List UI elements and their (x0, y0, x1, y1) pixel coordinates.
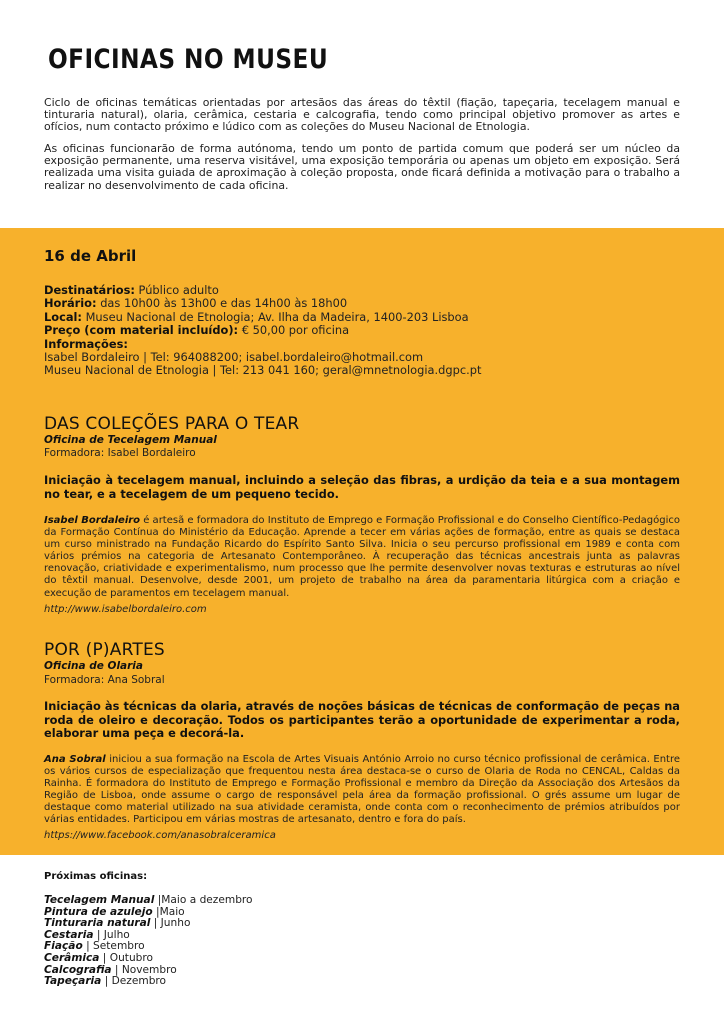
workshop-when: | Julho (93, 928, 130, 941)
next-workshops-title: Próximas oficinas: (44, 871, 148, 882)
place-line (44, 311, 684, 324)
workshop2-bio (44, 754, 680, 827)
workshop-when: |Maio a dezembro (154, 894, 253, 906)
contact-isabel: Isabel Bordaleiro | Tel: 964088200; isabel.bordaleiro@hotmail.com (44, 350, 424, 365)
workshop2-subtitle: Oficina de Olaria (44, 660, 143, 672)
workshop2-bio-text: iniciou a sua formação na Escola de Artes Visuais António Arroio no curso técnico profissional de cerâmica. Entre os vários cursos de especialização que frequentou nesta área destaca-se o curso de Olaria de Roda no CENCAL, Caldas da Rainha. É formadora do Instituto de Emprego e Formação Profissional e membro da Direção da Associação dos Artesãos da Região de Lisboa, onde assume o cargo de responsável pela área da formação profissional. O grés assume um lugar de destaque como material utilizado na sua atividade ceramista, onde conta com o reconhecimento de prémios atribuídos por várias entidades. Participou em várias mostras de artesanato, dentro e fora do país. (44, 754, 680, 826)
place-label: Local: (44, 309, 82, 324)
audience-label: Destinatários: (44, 283, 135, 297)
workshop-name: Calcografia (44, 963, 112, 976)
next-workshops-list (44, 895, 253, 988)
workshop1-trainer: Formadora: Isabel Bordaleiro (44, 447, 196, 459)
workshop1-bio (44, 515, 680, 600)
contact-museum: Museu Nacional de Etnologia | Tel: 213 041 160; geral@mnetnologia.dgpc.pt (44, 363, 482, 378)
workshop-name: Cestaria (44, 928, 94, 941)
price-line (44, 324, 684, 337)
workshop-name: Tinturaria natural (44, 917, 151, 930)
workshop-when: | Setembro (82, 940, 145, 953)
workshop1-title: DAS COLEÇÕES PARA O TEAR (44, 414, 300, 434)
audience-line (44, 284, 684, 297)
price-label: Preço (com material incluído): (44, 323, 239, 338)
workshop-name: Cerâmica (44, 951, 100, 964)
workshop-when: |Maio (152, 905, 185, 918)
audience-value: Público adulto (134, 283, 219, 297)
workshop-name: Fiação (44, 940, 83, 953)
workshop2-title: POR (P)ARTES (44, 640, 165, 660)
event-date: 16 de Abril (44, 247, 137, 265)
workshop1-lead: Iniciação à tecelagem manual, incluindo a seleção das fibras, a urdição da teia e a sua montagem no tear, e a tecelagem de um pequeno tecido. (44, 473, 680, 501)
workshop1-bio-name: Isabel Bordaleiro (44, 515, 141, 526)
workshop2-trainer: Formadora: Ana Sobral (44, 674, 165, 686)
workshop-name: Tecelagem Manual (44, 894, 155, 906)
workshop1-bio-text: é artesã e formadora do Instituto de Emprego e Formação Profissional e do Conselho Científico-Pedagógico da Formação Contínua do Ministério da Educação. Aprende a tecer em várias ações de formação, entre as quais se destaca um curso ministrado na Fundação Ricardo do Espírito Santo Silva. Inicia o seu percurso profissional em 1989 e conta com vários prémios na categoria de Artesanato Contemporâneo. À recuperação das técnicas ancestrais junta as palavras renovação, criatividade e experimentalismo, num processo que lhe permite desenvolver novas texturas e estruturas ao nível do têxtil manual. Desenvolve, desde 2001, um projeto de trabalho na área da paramentaria litúrgica com a criação e execução de paramentos em tecelagem manual. (44, 515, 680, 599)
workshop2-bio-name: Ana Sobral (44, 754, 106, 765)
price-value: € 50,00 por oficina (238, 323, 350, 338)
workshop2-url[interactable]: https://www.facebook.com/anasobralceramica (44, 830, 276, 841)
page-title: OFICINAS NO MUSEU (48, 44, 329, 75)
workshop-when: | Outubro (99, 951, 153, 964)
info-line (44, 338, 684, 351)
schedule-value: das 10h00 às 13h00 e das 14h00 às 18h00 (96, 296, 348, 311)
intro-paragraph-2: As oficinas funcionarão de forma autónoma, tendo um ponto de partida comum que poderá ser um núcleo da exposição permanente, uma reserva visitável, uma exposição temporária ou apenas um objeto em exposição. Será realizada uma visita guiada de aproximação à coleção proposta, onde ficará definida a motivação para o trabalho a realizar no desenvolvimento de cada oficina. (44, 142, 680, 192)
list-item (44, 976, 253, 988)
workshop1-url[interactable]: http://www.isabelbordaleiro.com (44, 604, 207, 615)
workshop2-lead: Iniciação às técnicas da olaria, através de noções básicas de técnicas de conformação de peças na roda de oleiro e decoração. Todos os participantes terão a oportunidade de experimentar a roda, elaborar uma peça e decorá-la. (44, 699, 680, 741)
place-value: Museu Nacional de Etnologia; Av. Ilha da Madeira, 1400-203 Lisboa (81, 309, 469, 324)
info-label: Informações: (44, 336, 128, 351)
event-info (44, 284, 684, 378)
intro-paragraph-1: Ciclo de oficinas temáticas orientadas por artesãos das áreas do têxtil (fiação, tapeçaria, tecelagem manual e tinturaria natural), olaria, cerâmica, cestaria e calcografia, tendo como principal objetivo promover as artes e ofícios, num contacto próximo e lúdico com as coleções do Museu Nacional de Etnologia. (44, 96, 680, 134)
workshop-when: | Junho (150, 917, 191, 930)
workshop-when: | Novembro (111, 963, 177, 976)
workshop-name: Pintura de azulejo (44, 905, 153, 918)
workshop1-subtitle: Oficina de Tecelagem Manual (44, 434, 217, 446)
schedule-line (44, 297, 684, 310)
workshop-name: Tapeçaria (44, 975, 102, 988)
schedule-label: Horário: (44, 296, 97, 311)
workshop-when: | Dezembro (101, 975, 167, 988)
